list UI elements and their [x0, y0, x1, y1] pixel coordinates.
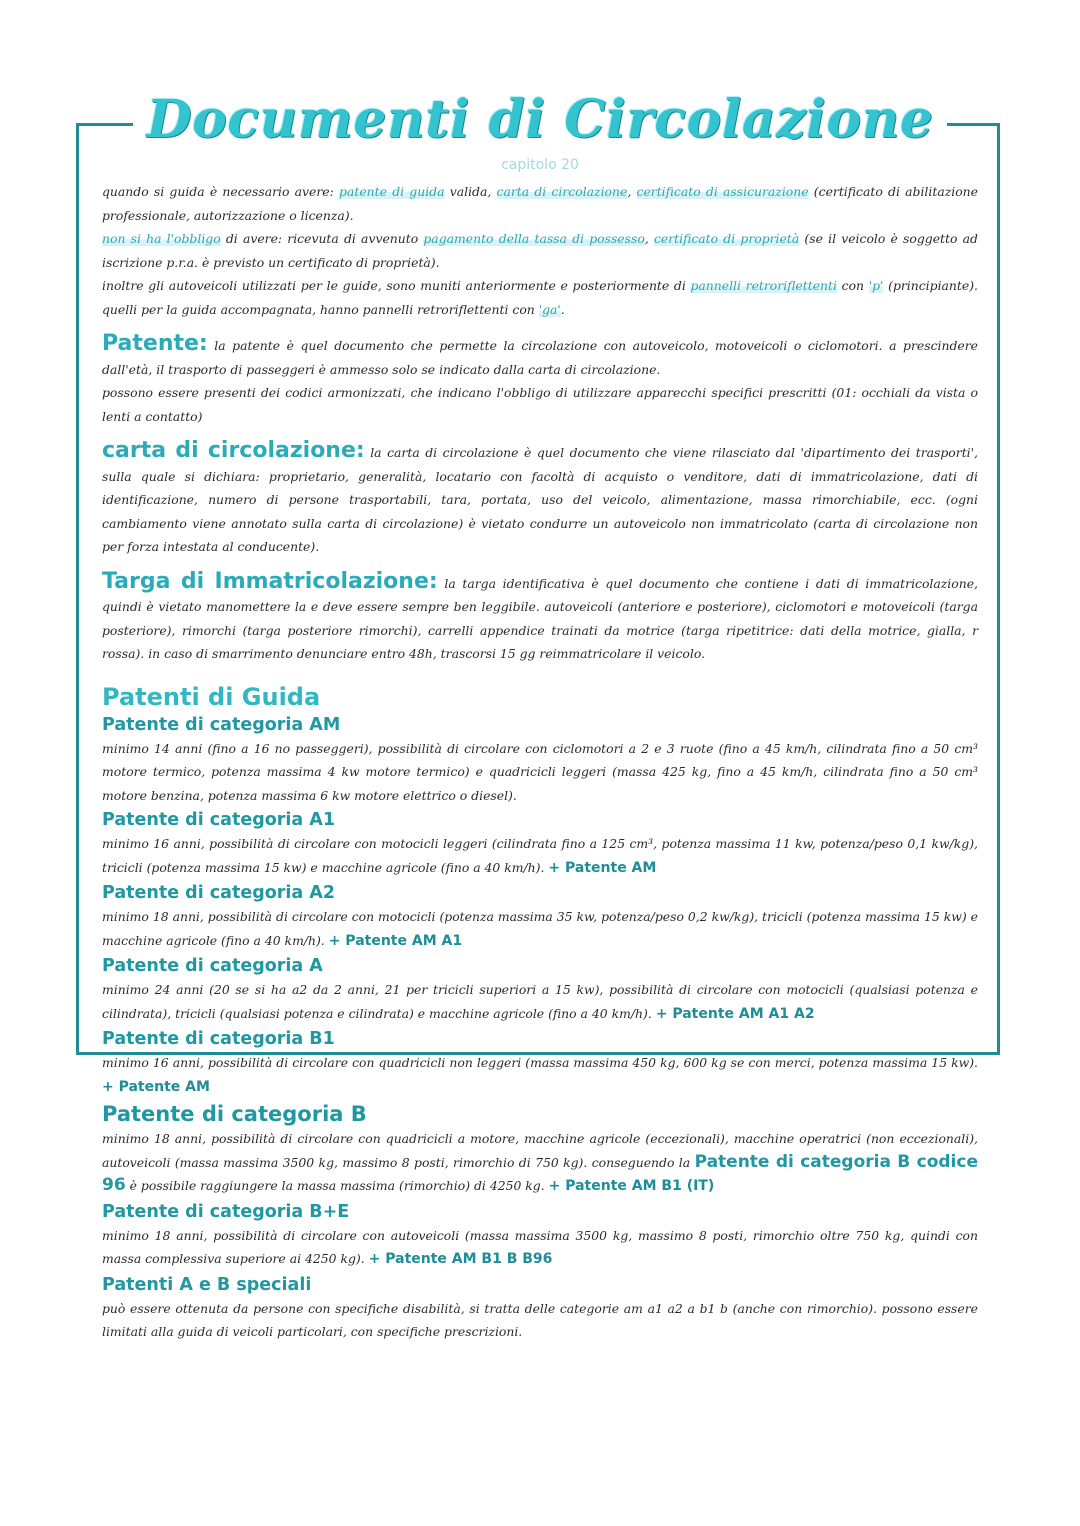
targa-section: Targa di Immatricolazione: la targa identificativa è quel documento che contiene i dati di immatricolazione, quindi è vietato manomettere la e deve essere sempre ben leggibile. autoveicoli (anteriore e posteriore), ciclomotori e motoveicoli (targa posteriore), rimorchi (targa posteriore rimorchi), carrelli appendice trainati da motrice (targa ripetitrice: dati della motrice, gialla, r rossa). in caso di smarrimento denunciare entro 48h, trascorsi 15 gg reimmatricolare il veicolo.: [102, 568, 978, 661]
intro-section: [102, 180, 978, 321]
category-text: minimo 16 anni, possibilità di circolare con motocicli leggeri (cilindrata fino a 125 cm³, potenza massima 11 kw, potenza/peso 0,1 kw/kg), tricicli (potenza massima 15 kw) e macchine agricole (fino a 40 km/h). + Patente AM: [102, 836, 978, 876]
category-heading: Patenti A e B speciali: [102, 1274, 312, 1295]
patenti-heading: Patenti di Guida: [102, 682, 321, 711]
category-B1: [102, 1028, 978, 1099]
intro-paragraph: inoltre gli autoveicoli utilizzati per le guide, sono muniti anteriormente e posteriormente di pannelli retroriflettenti con 'p' (principiante). quelli per la guida accompagnata, hanno pannelli retroriflettenti con 'ga'.: [102, 278, 978, 317]
carta-heading: carta di circolazione:: [102, 438, 365, 463]
category-text: minimo 18 anni, possibilità di circolare con quadricicli a motore, macchine agricole (eccezionali), macchine operatrici (non eccezionali), autoveicoli (massa massima 3500 kg, massimo 8 posti, rimorchio di 750 kg). conseguendo la Patente di categoria B codice 96 è possibile raggiungere la massa massima (rimorchio) di 4250 kg. + Patente AM B1 (IT): [102, 1131, 978, 1195]
category-text: minimo 18 anni, possibilità di circolare con autoveicoli (massa massima 3500 kg, massimo 8 posti, rimorchio oltre 750 kg, quindi con massa complessiva superiore ai 4250 kg). + Patente AM B1 B B96: [102, 1227, 978, 1267]
category-B: [102, 1101, 978, 1199]
document-body: [102, 180, 978, 1344]
carta-section: carta di circolazione: la carta di circolazione è quel documento che viene rilasciato dal 'dipartimento dei trasporti', sulla quale si dichiara: proprietario, generalità, locatario con facoltà di acquisto o venditore, dati di immatricolazione, dati di identificazione, numero di persone trasportabili, tara, portata, uso del veicolo, alimentazione, massa rimorchiabile, ecc. (ogni cambiamento viene annotato sulla carta di circolazione) è vietato condurre un autoveicolo non immatricolato (carta di circolazione non per forza intestata al conducente).: [102, 438, 978, 554]
intro-paragraph: quando si guida è necessario avere: patente di guida valida, carta di circolazione, certificato di assicurazione (certificato di abilitazione professionale, autorizzazione o licenza).: [102, 184, 978, 223]
title-wrap: [0, 88, 1080, 152]
patente-heading: Patente:: [102, 331, 208, 356]
category-text: minimo 18 anni, possibilità di circolare con motocicli (potenza massima 35 kw, potenza/peso 0,2 kw/kg), tricicli (potenza massima 15 kw) e macchine agricole (fino a 40 km/h). + Patente AM A1: [102, 909, 978, 949]
category-A: [102, 955, 978, 1026]
category-heading: Patente di categoria B1: [102, 1029, 335, 1049]
category-special: [102, 1274, 978, 1344]
category-text: minimo 16 anni, possibilità di circolare con quadricicli non leggeri (massa massima 450 kg, 600 kg se con merci, potenza massima 15 kw). + Patente AM: [102, 1055, 978, 1095]
intro-paragraph: non si ha l'obbligo di avere: ricevuta di avvenuto pagamento della tassa di possesso, certificato di proprietà (se il veicolo è soggetto ad iscrizione p.r.a. è previsto un certificato di proprietà).: [102, 231, 978, 270]
category-BE: [102, 1201, 978, 1272]
patente-section: Patente: la patente è quel documento che permette la circolazione con autoveicolo, motoveicoli o ciclomotori. a prescindere dall'età, il trasporto di passeggeri è ammesso solo se indicato dalla carta di circolazione.: [102, 331, 978, 377]
category-text: minimo 24 anni (20 se si ha a2 da 2 anni, 21 per tricicli superiori a 15 kw), possibilità di circolare con motocicli (qualsiasi potenza e cilindrata), tricicli (qualsiasi potenza e cilindrata) e macchine agricole (fino a 40 km/h). + Patente AM A1 A2: [102, 982, 978, 1022]
category-AM: [102, 714, 978, 808]
category-heading: Patente di categoria A2: [102, 883, 336, 903]
chapter-subtitle: capitolo 20: [501, 157, 579, 173]
category-text: minimo 14 anni (fino a 16 no passeggeri), possibilità di circolare con ciclomotori a 2 e 3 ruote (fino a 45 km/h, cilindrata fino a 50 cm³ motore termico, potenza massima 4 kw motore termico) e quadricicli leggeri (massa 425 kg, fino a 45 km/h, cilindrata fino a 50 cm³ motore benzina, potenza massima 6 kw motore elettrico o diesel).: [102, 740, 978, 803]
page-title: Documenti di Circolazione: [133, 88, 948, 152]
category-A1: [102, 809, 978, 880]
category-heading: Patente di categoria B+E: [102, 1201, 350, 1222]
targa-heading: Targa di Immatricolazione:: [102, 568, 438, 594]
category-heading: Patente di categoria A: [102, 956, 323, 976]
category-heading: Patente di categoria A1: [102, 810, 336, 830]
category-heading: Patente di categoria AM: [102, 714, 341, 735]
category-text: può essere ottenuta da persone con specifiche disabilità, si tratta delle categorie am a1 a2 a b1 b (anche con rimorchio). possono essere limitati alla guida di veicoli particolari, con specifiche prescrizioni.: [102, 1300, 978, 1339]
category-A2: [102, 882, 978, 953]
category-heading: Patente di categoria B: [102, 1102, 367, 1126]
patente-paragraph: possono essere presenti dei codici armonizzati, che indicano l'obbligo di utilizzare apparecchi specifici prescritti (01: occhiali da vista o lenti a contatto): [102, 385, 978, 424]
